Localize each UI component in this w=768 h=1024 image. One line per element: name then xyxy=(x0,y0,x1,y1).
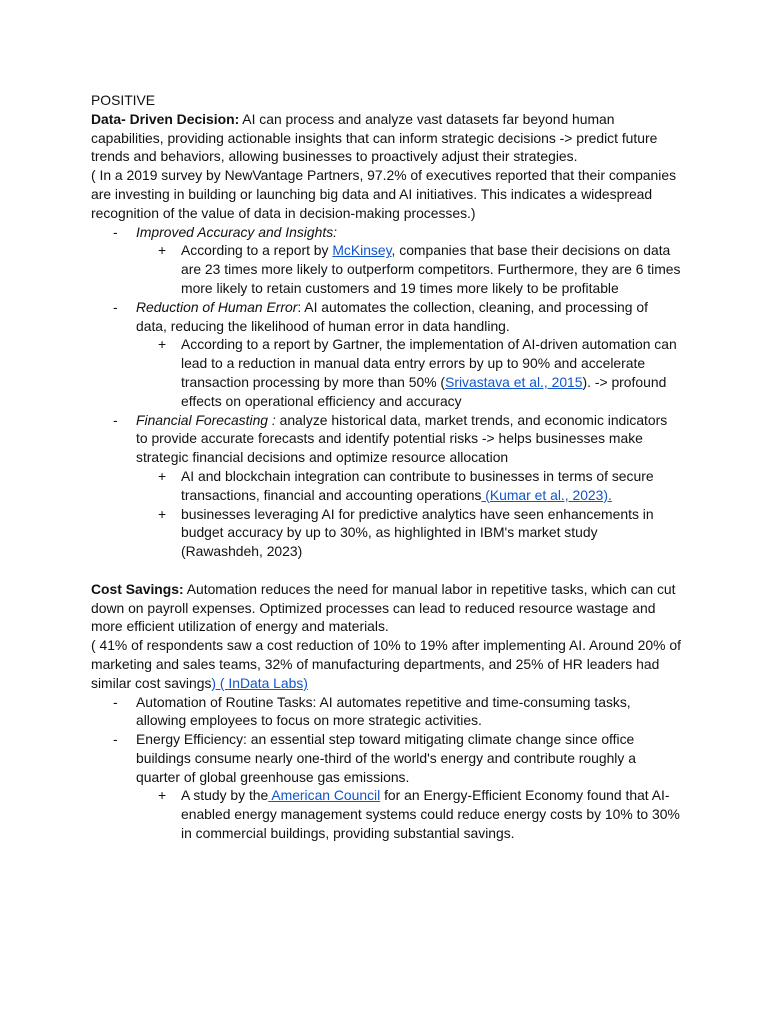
sub-item-text: ). -> profound effects on operational efficiency and accuracy xyxy=(181,373,667,409)
plus-bullet: + xyxy=(158,336,167,353)
sub-item-ibm xyxy=(91,505,682,561)
sub-item-text: businesses leveraging AI for predictive analytics have seen enhancements in budget accuracy by up to 30%, as highlighted in IBM's market study (Rawashdeh, 2023) xyxy=(181,505,654,560)
forecasting-sublist xyxy=(91,467,682,561)
cost-savings-text: Automation reduces the need for manual labor in repetitive tasks, which can cut down on payroll expenses. Optimized processes can lead to reduced resource wastage and more efficient utilization of energy and materials. xyxy=(91,580,676,635)
section-heading: POSITIVE xyxy=(91,92,156,108)
forecasting-text: analyze historical data, market trends, and economic indicators to provide accurate forecasts and identify potential risks -> helps businesses make strategic financial decisions and optimize resource allocation xyxy=(136,411,668,466)
sub-item-text: AI and blockchain integration can contribute to businesses in terms of secure transactions, financial and accounting operations xyxy=(181,467,654,503)
human-error-sublist xyxy=(91,335,682,410)
sub-item-text: According to a report by Gartner, the implementation of AI-driven automation can lead to a reduction in manual data entry errors by up to 90% and accelerate transaction processing by more than 50% ( xyxy=(181,336,677,390)
dash-bullet: - xyxy=(113,223,118,240)
accuracy-title: Improved Accuracy and Insights: xyxy=(136,223,337,240)
cost-savings-paragraph xyxy=(91,580,682,636)
list-item-accuracy xyxy=(91,223,682,298)
sub-item-gartner xyxy=(91,335,682,410)
forecasting-title: Financial Forecasting : xyxy=(136,411,280,428)
kumar-link[interactable]: (Kumar et al., 2023). xyxy=(481,486,612,503)
data-driven-paragraph xyxy=(91,110,682,166)
sub-item-blockchain xyxy=(91,467,682,505)
sub-item-mckinsey xyxy=(91,241,682,297)
dash-bullet: - xyxy=(113,411,118,428)
sub-item-text: , companies that base their decisions on data are 23 times more likely to outperform competitors. Furthermore, they are 6 times more likely to retain customers and 19 times more likely to be profitable xyxy=(181,242,681,296)
data-driven-text: AI can process and analyze vast datasets far beyond human capabilities, providing actionable insights that can inform strategic decisions -> predict future trends and behaviors, allowing businesses to proactively adjust their strategies. xyxy=(91,110,658,165)
human-error-title: Reduction of Human Error xyxy=(136,298,298,315)
sub-item-american-council xyxy=(91,786,682,842)
cost-stats-paragraph xyxy=(91,636,682,692)
cost-savings-title: Cost Savings: xyxy=(91,580,184,597)
plus-bullet: + xyxy=(158,467,167,484)
sub-item-text: A study by the xyxy=(181,787,269,804)
list-item-routine-tasks xyxy=(91,693,682,731)
plus-bullet: + xyxy=(158,787,167,804)
srivastava-link[interactable]: Srivastava et al., 2015 xyxy=(445,373,583,390)
human-error-text: : AI automates the collection, cleaning, and processing of data, reducing the likelihood of human error in data handling. xyxy=(136,298,648,334)
list-item-financial-forecasting xyxy=(91,411,682,561)
dash-bullet: - xyxy=(113,693,118,710)
sub-item-text: According to a report by xyxy=(181,242,333,259)
dash-bullet: - xyxy=(113,298,118,315)
mckinsey-link[interactable]: McKinsey xyxy=(332,242,392,259)
sub-item-text: for an Energy-Efficient Economy found that AI-enabled energy management systems could reduce energy costs by 10% to 30% in commercial buildings, providing substantial savings. xyxy=(181,787,680,842)
survey-paragraph: ( In a 2019 survey by NewVantage Partners, 97.2% of executives reported that their companies are investing in building or launching big data and AI initiatives. This indicates a widespread recognition of the value of data in decision-making processes.) xyxy=(91,167,677,221)
list-item-energy-efficiency xyxy=(91,730,682,843)
list-item-human-error xyxy=(91,298,682,411)
data-driven-list xyxy=(91,223,682,561)
plus-bullet: + xyxy=(158,242,167,259)
dash-bullet: - xyxy=(113,731,118,748)
energy-efficiency-text: Energy Efficiency: an essential step toward mitigating climate change since office buildings consume nearly one-third of the world's energy and contribute roughly a quarter of global greenhouse gas emissions. xyxy=(136,731,636,785)
american-council-link[interactable]: American Council xyxy=(268,787,381,804)
cost-stats-text: ( 41% of respondents saw a cost reduction of 10% to 19% after implementing AI. Around 20% of marketing and sales teams, 32% of manufacturing departments, and 25% of HR leaders had similar cost savings xyxy=(91,637,681,691)
data-driven-title: Data- Driven Decision: xyxy=(91,110,240,127)
accuracy-sublist xyxy=(91,241,682,297)
energy-sublist xyxy=(91,786,682,842)
indata-labs-link[interactable]: ) ( InData Labs) xyxy=(211,674,308,691)
spacer xyxy=(91,561,682,580)
cost-savings-list xyxy=(91,693,682,843)
plus-bullet: + xyxy=(158,505,167,522)
routine-tasks-text: Automation of Routine Tasks: AI automates repetitive and time-consuming tasks, allowing employees to focus on more strategic activities. xyxy=(136,693,631,729)
